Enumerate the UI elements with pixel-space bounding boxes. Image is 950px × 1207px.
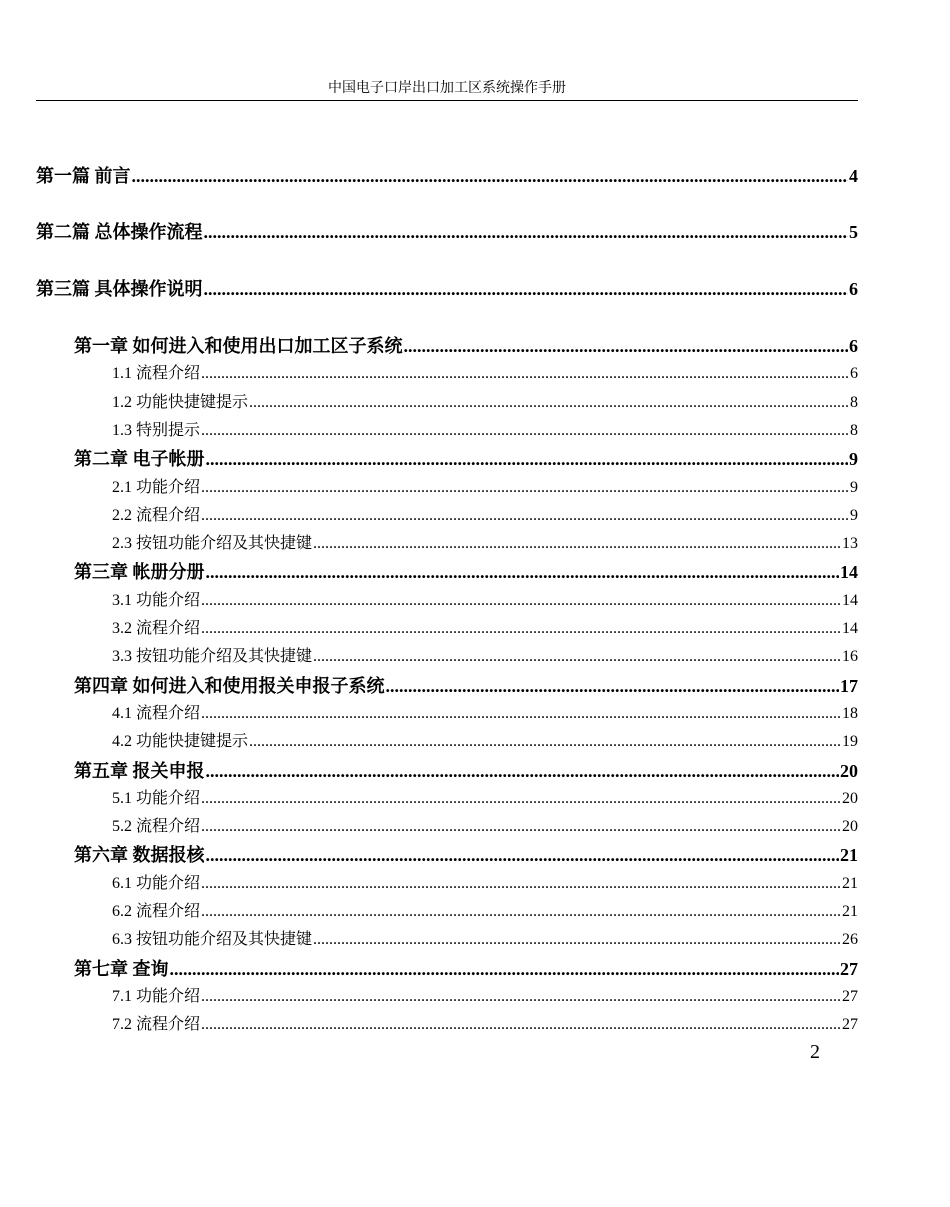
- toc-entry-section[interactable]: [112, 900, 858, 924]
- toc-entry-section[interactable]: [112, 589, 858, 613]
- toc-entry-part[interactable]: [36, 277, 858, 301]
- toc-entry-label: 第五章 报关申报: [74, 761, 205, 781]
- toc-entry-page: 18: [842, 705, 858, 722]
- dot-leader: [201, 900, 841, 924]
- dot-leader: [206, 843, 840, 867]
- toc-entry-section[interactable]: [112, 872, 858, 896]
- dot-leader: [201, 362, 849, 386]
- toc-entry-page: 9: [850, 479, 858, 496]
- toc-entry-section[interactable]: [112, 362, 858, 386]
- dot-leader: [201, 476, 849, 500]
- dot-leader: [206, 447, 849, 471]
- dot-leader: [201, 787, 841, 811]
- toc-entry-label: 4.2 功能快捷键提示: [112, 733, 249, 750]
- toc-entry-label: 5.2 流程介绍: [112, 818, 201, 835]
- toc-entry-chapter[interactable]: [74, 334, 858, 358]
- page-number: 2: [810, 1041, 820, 1063]
- toc-entry-page: 6: [849, 279, 858, 299]
- toc-entry-page: 9: [849, 449, 858, 469]
- dot-leader: [249, 391, 849, 415]
- toc-entry-label: 6.1 功能介绍: [112, 875, 201, 892]
- toc-entry-label: 第六章 数据报核: [74, 845, 205, 865]
- toc-entry-chapter[interactable]: [74, 843, 858, 867]
- toc-entry-chapter[interactable]: [74, 447, 858, 471]
- toc-entry-part[interactable]: [36, 220, 858, 244]
- toc-entry-page: 27: [842, 1016, 858, 1033]
- toc-entry-page: 14: [842, 592, 858, 609]
- toc-entry-section[interactable]: [112, 787, 858, 811]
- toc-entry-section[interactable]: [112, 532, 858, 556]
- toc-entry-label: 2.1 功能介绍: [112, 479, 201, 496]
- toc-entry-section[interactable]: [112, 476, 858, 500]
- toc-entry-label: 7.1 功能介绍: [112, 988, 201, 1005]
- toc-entry-page: 6: [850, 365, 858, 382]
- toc-entry-section[interactable]: [112, 702, 858, 726]
- toc-entry-section[interactable]: [112, 504, 858, 528]
- toc-entry-label: 第二章 电子帐册: [74, 449, 205, 469]
- toc-entry-section[interactable]: [112, 985, 858, 1009]
- toc-entry-page: 13: [842, 535, 858, 552]
- toc-entry-label: 3.1 功能介绍: [112, 592, 201, 609]
- toc-entry-label: 第四章 如何进入和使用报关申报子系统: [74, 676, 385, 696]
- dot-leader: [313, 645, 841, 669]
- dot-leader: [204, 277, 849, 301]
- toc-entry-page: 20: [842, 818, 858, 835]
- toc-entry-page: 27: [840, 959, 858, 979]
- toc-entry-label: 1.1 流程介绍: [112, 365, 201, 382]
- toc-entry-page: 6: [849, 336, 858, 356]
- toc-entry-label: 3.3 按钮功能介绍及其快捷键: [112, 648, 313, 665]
- toc-entry-section[interactable]: [112, 1013, 858, 1037]
- toc-entry-page: 14: [842, 620, 858, 637]
- toc-entry-page: 14: [840, 562, 858, 582]
- toc-entry-section[interactable]: [112, 815, 858, 839]
- toc-entry-section[interactable]: [112, 730, 858, 754]
- dot-leader: [201, 589, 841, 613]
- toc-entry-label: 2.3 按钮功能介绍及其快捷键: [112, 535, 313, 552]
- toc-entry-page: 8: [850, 422, 858, 439]
- toc-entry-page: 9: [850, 507, 858, 524]
- toc-entry-label: 第七章 查询: [74, 959, 169, 979]
- toc-entry-page: 16: [842, 648, 858, 665]
- toc-entry-label: 6.2 流程介绍: [112, 903, 201, 920]
- toc-entry-page: 8: [850, 394, 858, 411]
- dot-leader: [206, 759, 840, 783]
- toc-entry-label: 5.1 功能介绍: [112, 790, 201, 807]
- dot-leader: [201, 504, 849, 528]
- toc-entry-page: 5: [849, 222, 858, 242]
- toc-entry-label: 6.3 按钮功能介绍及其快捷键: [112, 931, 313, 948]
- toc-entry-part[interactable]: [36, 164, 858, 188]
- toc-entry-page: 26: [842, 931, 858, 948]
- dot-leader: [201, 419, 849, 443]
- toc-entry-label: 1.3 特别提示: [112, 422, 201, 439]
- toc-entry-label: 第二篇 总体操作流程: [36, 222, 203, 242]
- dot-leader: [201, 872, 841, 896]
- toc-entry-page: 21: [840, 845, 858, 865]
- dot-leader: [404, 334, 849, 358]
- dot-leader: [201, 985, 841, 1009]
- toc-entry-page: 21: [842, 875, 858, 892]
- toc-entry-chapter[interactable]: [74, 674, 858, 698]
- toc-entry-label: 第三章 帐册分册: [74, 562, 205, 582]
- toc-entry-label: 7.2 流程介绍: [112, 1016, 201, 1033]
- toc-entry-chapter[interactable]: [74, 560, 858, 584]
- toc-entry-label: 4.1 流程介绍: [112, 705, 201, 722]
- dot-leader: [206, 560, 840, 584]
- toc-entry-label: 2.2 流程介绍: [112, 507, 201, 524]
- dot-leader: [201, 617, 841, 641]
- dot-leader: [170, 957, 840, 981]
- toc-entry-label: 第三篇 具体操作说明: [36, 279, 203, 299]
- dot-leader: [201, 1013, 841, 1037]
- toc-entry-section[interactable]: [112, 645, 858, 669]
- toc-entry-label: 第一篇 前言: [36, 166, 131, 186]
- toc-entry-label: 3.2 流程介绍: [112, 620, 201, 637]
- toc-entry-page: 17: [840, 676, 858, 696]
- dot-leader: [201, 702, 841, 726]
- dot-leader: [249, 730, 841, 754]
- toc-entry-page: 19: [842, 733, 858, 750]
- dot-leader: [201, 815, 841, 839]
- toc-entry-page: 27: [842, 988, 858, 1005]
- toc-entry-page: 20: [840, 761, 858, 781]
- toc-entry-section[interactable]: [112, 617, 858, 641]
- dot-leader: [204, 220, 849, 244]
- dot-leader: [132, 164, 849, 188]
- toc-entry-section[interactable]: [112, 419, 858, 443]
- dot-leader: [386, 674, 840, 698]
- running-header: 中国电子口岸出口加工区系统操作手册: [328, 81, 566, 96]
- toc-entry-page: 4: [849, 166, 858, 186]
- toc-entry-section[interactable]: [112, 391, 858, 415]
- dot-leader: [313, 928, 841, 952]
- toc-entry-section[interactable]: [112, 928, 858, 952]
- toc-entry-label: 第一章 如何进入和使用出口加工区子系统: [74, 336, 403, 356]
- dot-leader: [313, 532, 841, 556]
- toc-entry-page: 20: [842, 790, 858, 807]
- toc-entry-chapter[interactable]: [74, 957, 858, 981]
- toc-entry-label: 1.2 功能快捷键提示: [112, 394, 249, 411]
- toc-entry-chapter[interactable]: [74, 759, 858, 783]
- toc-entry-page: 21: [842, 903, 858, 920]
